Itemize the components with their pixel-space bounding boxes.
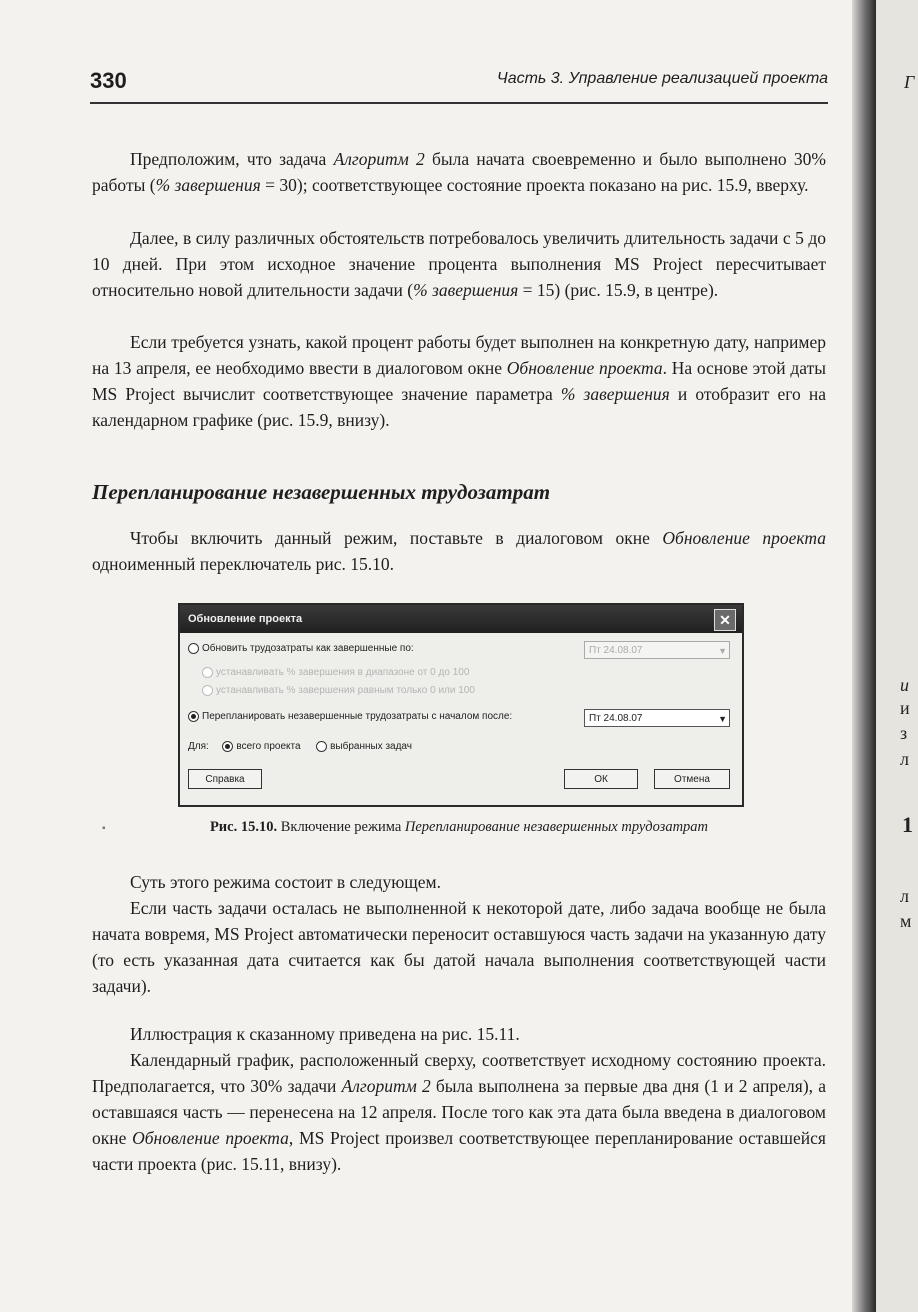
paragraph-5: Суть этого режима состоит в следующем. <box>130 872 441 892</box>
adjacent-page-char: л <box>900 886 909 906</box>
figure-caption <box>90 819 828 836</box>
update-work-date-field[interactable] <box>584 641 730 659</box>
scan-artifact: ▪ <box>102 823 106 834</box>
scope-row <box>188 741 412 752</box>
adjacent-page-char: л <box>900 749 909 769</box>
option-update-work-label: Обновить трудозатраты как завершенные по: <box>202 643 414 655</box>
radio-scope-selected[interactable] <box>316 741 327 752</box>
adjacent-page-char: Г <box>904 72 915 92</box>
paragraph-7: Иллюстрация к сказанному приведена на рис. 15.11. <box>130 1024 520 1044</box>
suboption-percent-range-row[interactable] <box>202 667 469 678</box>
paragraph-3: Если требуется узнать, какой процент работы будет выполнен на конкретную дату, например на 13 апреля, ее необходимо ввести в диалоговом окне Обновление проекта. На основе этой даты MS Project вычислит соответствующее значение параметра % завершения и отобразит его на календарном графике (рис. 15.9, внизу). <box>92 332 826 430</box>
page-number: 330 <box>90 68 127 93</box>
scope-label: Для: <box>188 741 209 753</box>
update-work-date-value: Пт 24.08.07 <box>589 645 643 656</box>
paragraph-6: Если часть задачи осталась не выполненной к некоторой дате, либо задача вообще не была начата вовремя, MS Project автоматически переносит оставшуюся часть задачи на указанную дату (то есть указанная дата считается как бы датой начала выполнения соответствующей части задачи). <box>92 898 826 996</box>
scope-all-label[interactable]: всего проекта <box>236 741 301 753</box>
binding-gutter <box>852 0 876 1312</box>
paragraph-1: Предположим, что задача Алгоритм 2 была начата своевременно и было выполнено 30% работы (% завершения = 30); соответствующее состояние проекта показано на рис. 15.9, вверху. <box>92 149 826 195</box>
adjacent-page-edge <box>876 0 918 1312</box>
radio-update-work[interactable] <box>188 643 199 654</box>
reschedule-date-value: Пт 24.08.07 <box>589 713 643 724</box>
cancel-button[interactable]: Отмена <box>654 769 730 789</box>
adjacent-page-char: и <box>900 675 909 695</box>
caption-mode-name: Перепланирование незавершенных трудозатрат <box>404 819 709 835</box>
paragraph-4: Чтобы включить данный режим, поставьте в диалоговом окне Обновление проекта одноименный переключатель рис. 15.10. <box>92 528 826 574</box>
adjacent-page-char: з <box>900 723 908 743</box>
radio-reschedule[interactable] <box>188 711 199 722</box>
adjacent-page-char: 1 <box>902 812 913 837</box>
ok-button[interactable]: ОК <box>564 769 638 789</box>
close-icon[interactable]: ✕ <box>714 609 736 631</box>
scope-selected-label[interactable]: выбранных задач <box>330 741 412 753</box>
section-title: Перепланирование незавершенных трудозатрат <box>92 480 551 504</box>
running-head: Часть 3. Управление реализацией проекта <box>496 70 828 87</box>
suboption-percent-range-label: устанавливать % завершения в диапазоне от 0 до 100 <box>216 667 470 679</box>
paragraph-2: Далее, в силу различных обстоятельств потребовалось увеличить длительность задачи с 5 до 10 дней. При этом исходное значение процента выполнения MS Project пересчитывает относительно новой длительности задачи (% завершения = 15) (рис. 15.9, в центре). <box>92 228 826 300</box>
suboption-percent-binary-label: устанавливать % завершения равным только 0 или 100 <box>216 685 475 697</box>
dialog-titlebar <box>180 605 742 633</box>
chevron-down-icon[interactable]: ▼ <box>718 714 727 724</box>
option-reschedule-label: Перепланировать незавершенные трудозатраты с началом после: <box>202 711 513 723</box>
suboption-percent-binary-row[interactable] <box>202 685 475 696</box>
option-reschedule-row[interactable] <box>188 711 512 722</box>
dialog-title: Обновление проекта <box>188 613 303 625</box>
reschedule-date-field[interactable] <box>584 709 730 727</box>
page-header <box>90 68 828 104</box>
chevron-down-icon[interactable]: ▼ <box>718 646 727 656</box>
adjacent-page-char: м <box>900 911 912 931</box>
radio-percent-binary[interactable] <box>202 685 213 696</box>
update-project-dialog <box>178 603 744 807</box>
radio-scope-all[interactable] <box>222 741 233 752</box>
caption-text: Включение режима <box>280 819 402 835</box>
radio-percent-range[interactable] <box>202 667 213 678</box>
caption-number: Рис. 15.10. <box>209 819 278 835</box>
paragraph-8: Календарный график, расположенный сверху, соответствует исходному состоянию проекта. Предполагается, что 30% задачи Алгоритм 2 была выполнена за первые два дня (1 и 2 апреля), а оставшаяся часть — перенесена на 12 апреля. После того как эта дата была введена в диалоговом окне Обновление проекта, MS Project произвел соответствующее перепланирование оставшейся части проекта (рис. 15.11, внизу). <box>92 1050 826 1174</box>
help-button[interactable]: Справка <box>188 769 262 789</box>
option-update-work-row[interactable] <box>188 643 414 654</box>
adjacent-page-char: и <box>900 698 910 718</box>
